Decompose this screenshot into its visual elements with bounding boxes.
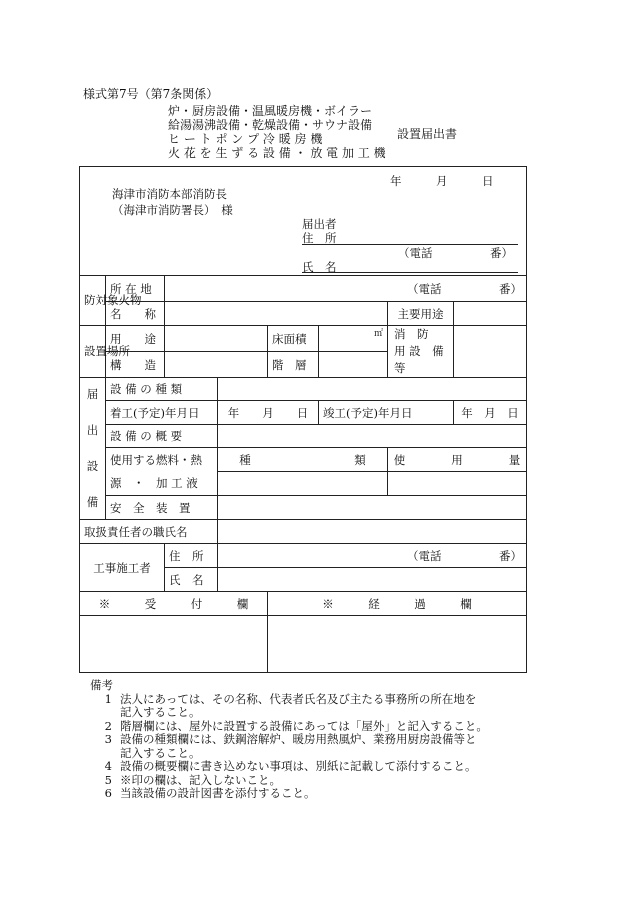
safety-field[interactable] xyxy=(218,496,527,520)
floor-field[interactable] xyxy=(319,352,388,378)
equipment-type-label: 設 備 の 種 類 xyxy=(106,378,218,401)
end-date-field[interactable]: 年 月 日 xyxy=(454,401,527,425)
start-date-field[interactable]: 年 月 日 xyxy=(218,401,319,425)
kind-label: 種 類 xyxy=(218,448,388,472)
floor-label: 階 層 xyxy=(268,352,319,378)
use-label: 用 途 xyxy=(106,326,165,352)
structure-field[interactable] xyxy=(165,352,268,378)
name-field[interactable] xyxy=(165,302,388,326)
vertical-char: 出 xyxy=(86,422,99,437)
use-field[interactable] xyxy=(165,326,268,352)
kind-field[interactable] xyxy=(218,472,388,496)
amount-field[interactable] xyxy=(388,472,527,496)
contractor-label: 工事施工者 xyxy=(80,544,165,592)
fire-equipment-label: 消 防 用 設 備 等 xyxy=(388,326,454,378)
note-item: 1 法人にあっては、その名称、代表者氏名及び主たる事務所の所在地を xyxy=(104,691,477,706)
equipment-type-field[interactable] xyxy=(218,378,527,401)
install-use-row xyxy=(80,326,527,352)
main-use-field[interactable] xyxy=(454,302,527,326)
office-use-row xyxy=(80,616,527,673)
fuel-label-line: 源 ・ 加 工 液 xyxy=(110,475,198,490)
note-continuation: 記入すること。 xyxy=(120,745,201,760)
summary-row xyxy=(80,425,527,448)
safety-label: 安 全 装 置 xyxy=(106,496,218,520)
location-field[interactable]: （電話 番） xyxy=(165,276,527,302)
main-use-label: 主要用途 xyxy=(388,302,454,326)
target-name-row xyxy=(80,302,527,326)
start-date-label: 着工(予定)年月日 xyxy=(106,401,218,425)
note-item: 5 ※印の欄は、記入しないこと。 xyxy=(104,772,281,787)
applicant-name-label: 氏 名 xyxy=(302,260,337,274)
report-equipment-section xyxy=(80,378,106,520)
addressee-chief: 海津市消防本部消防長 xyxy=(112,187,227,201)
name-label: 名 称 xyxy=(106,302,165,326)
progress-field xyxy=(268,616,527,673)
applicant-phone[interactable]: （電話 番） xyxy=(398,246,513,260)
summary-field[interactable] xyxy=(218,425,527,448)
header-row xyxy=(80,167,527,276)
fuel-header-row xyxy=(80,448,527,472)
contractor-address-row xyxy=(80,544,527,568)
target-location-row xyxy=(80,276,527,302)
structure-label: 構 造 xyxy=(106,352,165,378)
note-item: 3 設備の種類欄には、鉄鋼溶解炉、暖房用熱風炉、業務用厨房設備等と xyxy=(104,732,477,746)
manager-row xyxy=(80,520,527,544)
addressee-station: （海津市消防署長） 様 xyxy=(112,203,233,217)
install-section-label: 設置場所 xyxy=(80,326,106,378)
floor-area-label: 床面積 xyxy=(268,326,319,352)
title-line: 給湯湯沸設備・乾燥設備・サウナ設備 xyxy=(168,118,373,132)
summary-label: 設 備 の 概 要 xyxy=(106,425,218,448)
note-item: 6 当該設備の設計図書を添付すること。 xyxy=(104,786,316,800)
contractor-address-field[interactable]: （電話 番） xyxy=(218,544,527,568)
title-line: 炉・厨房設備・温風暖房機・ボイラー xyxy=(168,104,373,118)
fuel-label xyxy=(106,448,218,496)
contractor-name-label: 氏 名 xyxy=(165,568,218,592)
safety-row xyxy=(80,496,527,520)
notes-title: 備考 xyxy=(90,678,113,692)
date-field[interactable]: 年 月 日 xyxy=(390,174,494,188)
application-form-table xyxy=(79,166,527,673)
fire-equipment-field[interactable] xyxy=(454,326,527,378)
schedule-row xyxy=(80,401,527,425)
manager-field[interactable] xyxy=(218,520,527,544)
target-section-label: 防対象火物 xyxy=(80,276,106,326)
notes-section xyxy=(90,679,488,801)
end-date-label: 竣工(予定)年月日 xyxy=(319,401,454,425)
vertical-char: 届 xyxy=(86,386,99,401)
applicant-address-label: 住 所 xyxy=(302,231,337,245)
reception-column-label: ※ 受 付 欄 xyxy=(80,592,268,616)
equipment-type-row xyxy=(80,378,527,401)
note-continuation: 記入すること。 xyxy=(120,705,201,719)
office-header-row xyxy=(80,592,527,616)
amount-label: 使 用 量 xyxy=(388,448,527,472)
header-cell xyxy=(80,167,527,276)
fuel-label-line: 使用する燃料・熱 xyxy=(110,452,202,467)
location-label: 所 在 地 xyxy=(106,276,165,302)
progress-column-label: ※ 経 過 欄 xyxy=(268,592,527,616)
applicant-label: 届出者 xyxy=(302,217,337,231)
form-title-block xyxy=(168,104,386,160)
reception-field xyxy=(80,616,268,673)
vertical-char: 設 xyxy=(86,459,99,474)
form-title-suffix: 設置届出書 xyxy=(397,127,458,141)
title-line: ヒ ー ト ポ ン プ 冷 暖 房 機 xyxy=(168,132,323,146)
title-line: 火 花 を 生 ず る 設 備 ・ 放 電 加 工 機 xyxy=(168,146,386,160)
contractor-address-label: 住 所 xyxy=(165,544,218,568)
manager-label: 取扱責任者の職氏名 xyxy=(80,520,218,544)
form-number-label: 様式第7号（第7条関係） xyxy=(83,87,219,101)
vertical-char: 備 xyxy=(86,495,99,510)
floor-area-field[interactable]: ㎡ xyxy=(319,326,388,352)
note-item: 2 階層欄には、屋外に設置する設備にあっては「屋外」と記入すること。 xyxy=(104,718,488,733)
name-underline[interactable] xyxy=(302,272,518,273)
note-item: 4 設備の概要欄に書き込めない事項は、別紙に記載して添付すること。 xyxy=(104,759,477,773)
contractor-name-field[interactable] xyxy=(218,568,527,592)
